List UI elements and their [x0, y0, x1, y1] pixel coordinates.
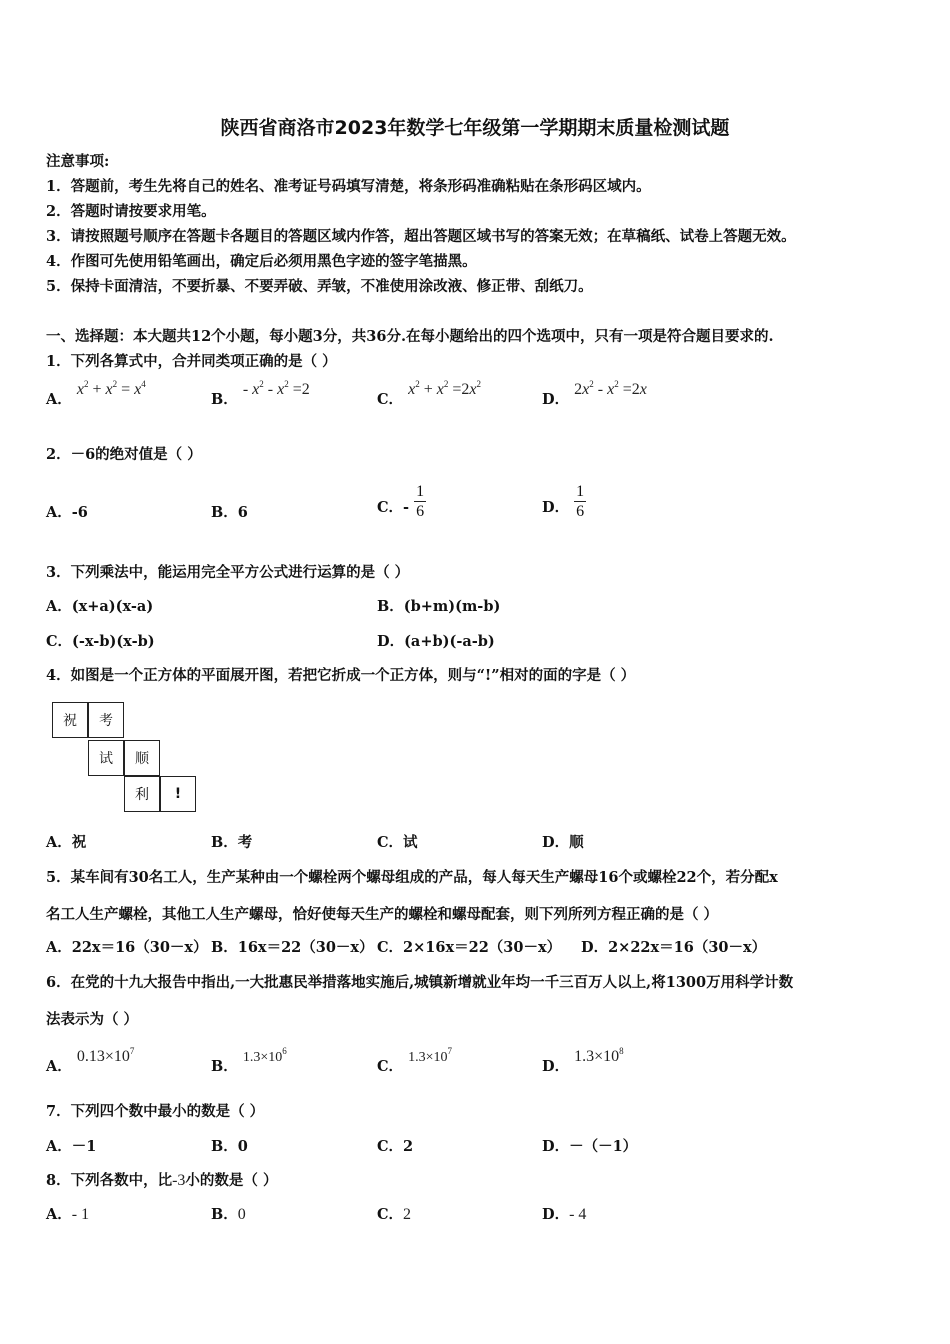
- q1-option-c-expr: $x^2 + x^2 =2x^2$: [408, 379, 481, 398]
- q6-a-base: 0.13×10: [76, 1048, 130, 1065]
- q2-option-c-label: C．-: [377, 498, 410, 516]
- q4-option-b: B．考: [211, 834, 253, 851]
- q1-option-a: [46, 379, 146, 410]
- question-6-stem-line2: 法表示为（ ）: [46, 1011, 139, 1028]
- q6-option-c: [377, 1046, 453, 1078]
- q4-option-d: D．顺: [542, 834, 584, 851]
- q4-option-c: C．试: [377, 834, 418, 851]
- q6-option-c-label: C．: [377, 1058, 404, 1075]
- q1-option-a-expr: $x^2 + x^2 = x^4$: [76, 379, 146, 398]
- q8-stem-prefix: 8．下列各数中，比: [46, 1172, 173, 1189]
- q8-option-c: [377, 1205, 411, 1225]
- q8-option-d: [542, 1205, 586, 1225]
- q1-option-c: [377, 379, 481, 410]
- q2-option-d: [542, 483, 586, 529]
- question-4-stem: 4．如图是一个正方体的平面展开图，若把它折成一个正方体，则与“!”相对的面的字是（ ）: [46, 667, 636, 684]
- q5-option-b: B．16x＝22（30－x）: [211, 939, 374, 956]
- q8-option-a-value: - 1: [71, 1206, 90, 1223]
- note-item-5: 5．保持卡面清洁，不要折暴、不要弄破、弄皱，不准使用涂改液、修正带、刮纸刀。: [46, 278, 593, 295]
- net-cell-6: !: [160, 776, 196, 812]
- q6-c-base: 1.3×10: [408, 1050, 448, 1065]
- cube-net-figure: [52, 702, 200, 814]
- net-cell-5: 利: [124, 776, 160, 812]
- q6-option-c-expr: [408, 1046, 453, 1065]
- question-5-stem-line1: 5．某车间有30名工人，生产某种由一个螺栓两个螺母组成的产品，每人每天生产螺母16个或螺栓22个，若分配x: [46, 869, 778, 886]
- q4-option-a: A．祝: [46, 834, 87, 851]
- net-cell-2: 考: [88, 702, 124, 738]
- q3-option-a: A．(x+a)(x-a): [46, 598, 154, 615]
- q2-option-d-label: D．: [542, 498, 570, 516]
- q8-option-b: [211, 1205, 246, 1225]
- q6-b-exp: 6: [282, 1046, 287, 1056]
- q2-option-d-fraction: [574, 482, 586, 521]
- question-2-stem: 2．－6的绝对值是（ ）: [46, 446, 202, 463]
- q7-option-b: B．0: [211, 1138, 248, 1155]
- q6-b-base: 1.3×10: [242, 1050, 283, 1065]
- q2-d-numerator: 1: [576, 483, 585, 500]
- q6-option-b-label: B．: [211, 1058, 238, 1075]
- q5-option-a: A．22x＝16（30－x）: [46, 939, 208, 956]
- q6-c-exp: 7: [447, 1046, 453, 1056]
- section-heading: 一、选择题：本大题共12个小题，每小题3分，共36分.在每小题给出的四个选项中，只有一项是符合题目要求的.: [46, 328, 774, 345]
- q2-c-numerator: 1: [416, 483, 425, 500]
- q8-option-d-value: - 4: [569, 1206, 587, 1223]
- q3-option-d: D．(a+b)(-a-b): [377, 633, 495, 650]
- q8-option-a-label: A．: [46, 1206, 72, 1223]
- q8-option-b-value: 0: [237, 1206, 246, 1223]
- q7-option-c: C．2: [377, 1138, 414, 1155]
- page-title: 陕西省商洛市2023年数学七年级第一学期期末质量检测试题: [220, 117, 730, 139]
- q2-c-denominator: 6: [416, 503, 425, 520]
- note-item-1: 1．答题前，考生先将自己的姓名、准考证号码填写清楚，将条形码准确粘贴在条形码区域内。: [46, 178, 651, 195]
- q6-option-d-expr: [574, 1048, 624, 1065]
- q6-option-a-expr: [77, 1048, 135, 1065]
- q5-option-d: D．2×22x＝16（30－x）: [581, 939, 767, 956]
- q6-d-exp: 8: [619, 1046, 624, 1056]
- q2-option-b: B．6: [211, 504, 248, 521]
- q6-d-base: 1.3×10: [574, 1048, 620, 1065]
- q1-option-d: [542, 379, 647, 410]
- q1-option-b-expr: - $x^2 - x^2 =2$: [242, 379, 310, 398]
- q8-option-a: [46, 1205, 89, 1225]
- note-item-3: 3．请按照题号顺序在答题卡各题目的答题区域内作答，超出答题区域书写的答案无效；在草稿纸、试卷上答题无效。: [46, 228, 796, 245]
- q8-stem-suffix: 小的数是（ ）: [185, 1172, 278, 1189]
- question-1-stem: 1．下列各算式中，合并同类项正确的是（ ）: [46, 353, 337, 370]
- q7-option-d: D．－（－1）: [542, 1138, 638, 1155]
- q1-option-c-label: C．: [377, 391, 404, 408]
- q6-option-a-label: A．: [46, 1058, 72, 1075]
- net-cell-1: 祝: [52, 702, 88, 738]
- q6-option-b: [211, 1046, 287, 1078]
- question-6-stem-line1: 6．在党的十九大报告中指出,一大批惠民举措落地实施后,城镇新增就业年均一千三百万人以上,将1300万用科学计数: [46, 974, 794, 991]
- q2-option-c-fraction: [414, 482, 426, 521]
- q1-option-d-label: D．: [542, 391, 570, 408]
- q8-option-c-value: 2: [403, 1206, 412, 1223]
- q1-option-b: [211, 379, 310, 410]
- note-item-4: 4．作图可先使用铅笔画出，确定后必须用黑色字迹的签字笔描黑。: [46, 253, 477, 270]
- q8-option-b-label: B．: [211, 1206, 238, 1223]
- q2-option-a: A．-6: [46, 504, 88, 521]
- q1-option-b-label: B．: [211, 391, 238, 408]
- question-7-stem: 7．下列四个数中最小的数是（ ）: [46, 1103, 265, 1120]
- q3-option-b: B．(b+m)(m-b): [377, 598, 501, 615]
- q1-option-a-label: A．: [46, 391, 72, 408]
- q5-option-c: C．2×16x＝22（30－x）: [377, 939, 562, 956]
- question-8-stem: [46, 1171, 277, 1191]
- q6-option-d-label: D．: [542, 1058, 570, 1075]
- q2-option-c: [377, 483, 426, 529]
- q1-option-d-expr: $2x^2 - x^2 =2x$: [574, 379, 647, 398]
- net-cell-3: 试: [88, 740, 124, 776]
- q8-option-c-label: C．: [377, 1206, 404, 1223]
- q6-option-b-expr: [242, 1046, 287, 1065]
- q7-option-a: A．－1: [46, 1138, 97, 1155]
- q3-option-c: C．(-x-b)(x-b): [46, 633, 155, 650]
- q6-a-exp: 7: [129, 1046, 135, 1056]
- q8-stem-number: -3: [172, 1172, 186, 1189]
- notes-heading: 注意事项:: [46, 153, 110, 170]
- q2-d-denominator: 6: [576, 503, 585, 520]
- question-5-stem-line2: 名工人生产螺栓，其他工人生产螺母，恰好使每天生产的螺栓和螺母配套，则下列所列方程正确的是（ ）: [46, 906, 719, 923]
- question-3-stem: 3．下列乘法中，能运用完全平方公式进行运算的是（ ）: [46, 564, 410, 581]
- note-item-2: 2．答题时请按要求用笔。: [46, 203, 216, 220]
- q8-option-d-label: D．: [542, 1206, 570, 1223]
- net-cell-4: 顺: [124, 740, 160, 776]
